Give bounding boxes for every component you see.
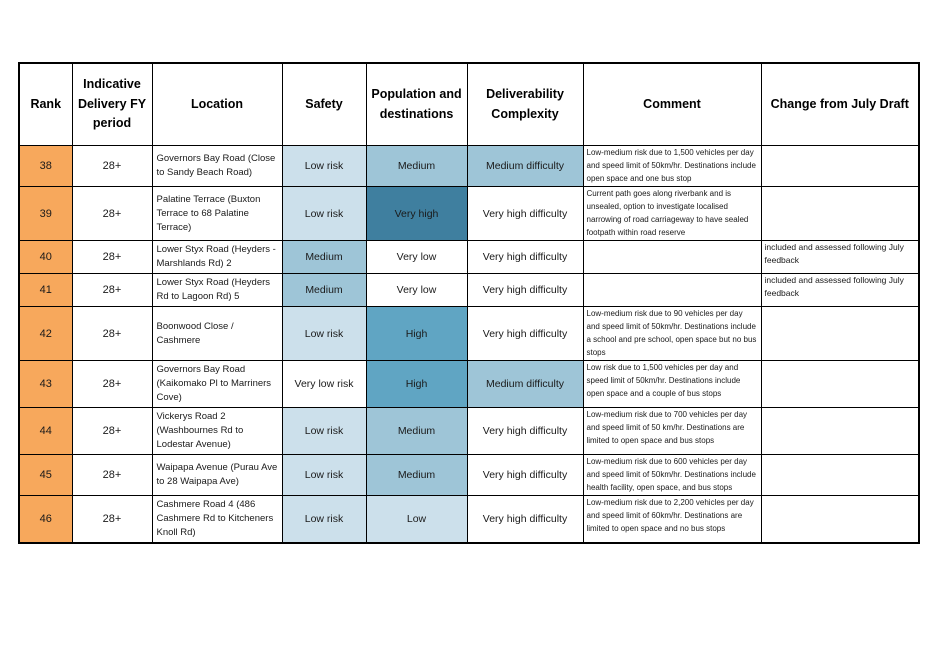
table-row-rank-46 [19, 496, 919, 544]
comment-cell: Low-medium risk due to 1,500 vehicles per day and speed limit of 50km/hr. Destinations include open space and one bus stop [583, 146, 761, 187]
table-row-rank-44 [19, 408, 919, 455]
deliverability-cell: Very high difficulty [467, 408, 583, 455]
deliverability-cell: Very high difficulty [467, 455, 583, 496]
change-cell [761, 146, 919, 187]
change-cell [761, 455, 919, 496]
change-cell [761, 307, 919, 361]
safety-cell: Low risk [282, 187, 366, 241]
safety-cell: Medium [282, 274, 366, 307]
comment-cell [583, 241, 761, 274]
col-header-rank: Rank [19, 63, 72, 146]
header-row [19, 63, 919, 146]
deliverability-cell: Medium difficulty [467, 146, 583, 187]
col-header-deliverability-complexity: Deliverability Complexity [467, 63, 583, 146]
safety-cell: Very low risk [282, 361, 366, 408]
deliverability-cell: Very high difficulty [467, 496, 583, 544]
population-cell: High [366, 307, 467, 361]
table-row-rank-45 [19, 455, 919, 496]
population-cell: Medium [366, 146, 467, 187]
deliverability-cell: Very high difficulty [467, 187, 583, 241]
fy-period-cell: 28+ [72, 274, 152, 307]
col-header-population-destinations: Population and destinations [366, 63, 467, 146]
population-cell: Low [366, 496, 467, 544]
rank-cell: 42 [19, 307, 72, 361]
comment-cell: Low-medium risk due to 2,200 vehicles per day and speed limit of 60km/hr. Destinations are limited to open space and no bus stops [583, 496, 761, 544]
change-cell [761, 187, 919, 241]
safety-cell: Low risk [282, 146, 366, 187]
fy-period-cell: 28+ [72, 455, 152, 496]
col-header-safety: Safety [282, 63, 366, 146]
fy-period-cell: 28+ [72, 307, 152, 361]
deliverability-cell: Very high difficulty [467, 307, 583, 361]
rank-cell: 39 [19, 187, 72, 241]
population-cell: Very low [366, 274, 467, 307]
fy-period-cell: 28+ [72, 187, 152, 241]
deliverability-cell: Medium difficulty [467, 361, 583, 408]
fy-period-cell: 28+ [72, 241, 152, 274]
safety-cell: Low risk [282, 408, 366, 455]
table-row-rank-43 [19, 361, 919, 408]
location-cell: Vickerys Road 2 (Washbournes Rd to Lodestar Avenue) [152, 408, 282, 455]
fy-period-cell: 28+ [72, 496, 152, 544]
fy-period-cell: 28+ [72, 146, 152, 187]
population-cell: Medium [366, 408, 467, 455]
rank-cell: 43 [19, 361, 72, 408]
location-cell: Governors Bay Road (Kaikomako Pl to Marriners Cove) [152, 361, 282, 408]
rank-cell: 45 [19, 455, 72, 496]
location-cell: Governors Bay Road (Close to Sandy Beach Road) [152, 146, 282, 187]
deliverability-cell: Very high difficulty [467, 241, 583, 274]
fy-period-cell: 28+ [72, 408, 152, 455]
change-cell [761, 408, 919, 455]
safety-cell: Low risk [282, 307, 366, 361]
location-cell: Waipapa Avenue (Purau Ave to 28 Waipapa Ave) [152, 455, 282, 496]
col-header-fy-period: Indicative Delivery FY period [72, 63, 152, 146]
rank-cell: 38 [19, 146, 72, 187]
population-cell: Very high [366, 187, 467, 241]
comment-cell: Low risk due to 1,500 vehicles per day and speed limit of 50km/hr. Destinations include open space and a couple of bus stops [583, 361, 761, 408]
location-cell: Lower Styx Road (Heyders - Marshlands Rd) 2 [152, 241, 282, 274]
comment-cell: Low-medium risk due to 90 vehicles per day and speed limit of 50km/hr. Destinations include a school and pre school, open space but no bus stops [583, 307, 761, 361]
fy-period-cell: 28+ [72, 361, 152, 408]
table-row-rank-38 [19, 146, 919, 187]
col-header-comment: Comment [583, 63, 761, 146]
change-cell: included and assessed following July feedback [761, 274, 919, 307]
rank-cell: 41 [19, 274, 72, 307]
location-cell: Cashmere Road 4 (486 Cashmere Rd to Kitcheners Knoll Rd) [152, 496, 282, 544]
rank-cell: 44 [19, 408, 72, 455]
table-row-rank-40 [19, 241, 919, 274]
comment-cell: Low-medium risk due to 700 vehicles per day and speed limit of 50 km/hr. Destinations are limited to open space and bus stops [583, 408, 761, 455]
rank-cell: 40 [19, 241, 72, 274]
safety-cell: Low risk [282, 455, 366, 496]
safety-cell: Medium [282, 241, 366, 274]
prioritisation-table [18, 62, 920, 544]
table-body [19, 146, 919, 544]
comment-cell: Low-medium risk due to 600 vehicles per day and speed limit of 50km/hr. Destinations include health facility, open space, and bus stops [583, 455, 761, 496]
change-cell [761, 496, 919, 544]
table-row-rank-42 [19, 307, 919, 361]
deliverability-cell: Very high difficulty [467, 274, 583, 307]
location-cell: Boonwood Close / Cashmere [152, 307, 282, 361]
col-header-change-from-july-draft: Change from July Draft [761, 63, 919, 146]
location-cell: Lower Styx Road (Heyders Rd to Lagoon Rd) 5 [152, 274, 282, 307]
population-cell: Very low [366, 241, 467, 274]
safety-cell: Low risk [282, 496, 366, 544]
col-header-location: Location [152, 63, 282, 146]
rank-cell: 46 [19, 496, 72, 544]
comment-cell: Current path goes along riverbank and is unsealed, option to investigate localised narrowing of road carriageway to have sealed footpath within road reserve [583, 187, 761, 241]
change-cell [761, 361, 919, 408]
location-cell: Palatine Terrace (Buxton Terrace to 68 Palatine Terrace) [152, 187, 282, 241]
population-cell: High [366, 361, 467, 408]
population-cell: Medium [366, 455, 467, 496]
change-cell: included and assessed following July feedback [761, 241, 919, 274]
comment-cell [583, 274, 761, 307]
table-row-rank-41 [19, 274, 919, 307]
table-row-rank-39 [19, 187, 919, 241]
